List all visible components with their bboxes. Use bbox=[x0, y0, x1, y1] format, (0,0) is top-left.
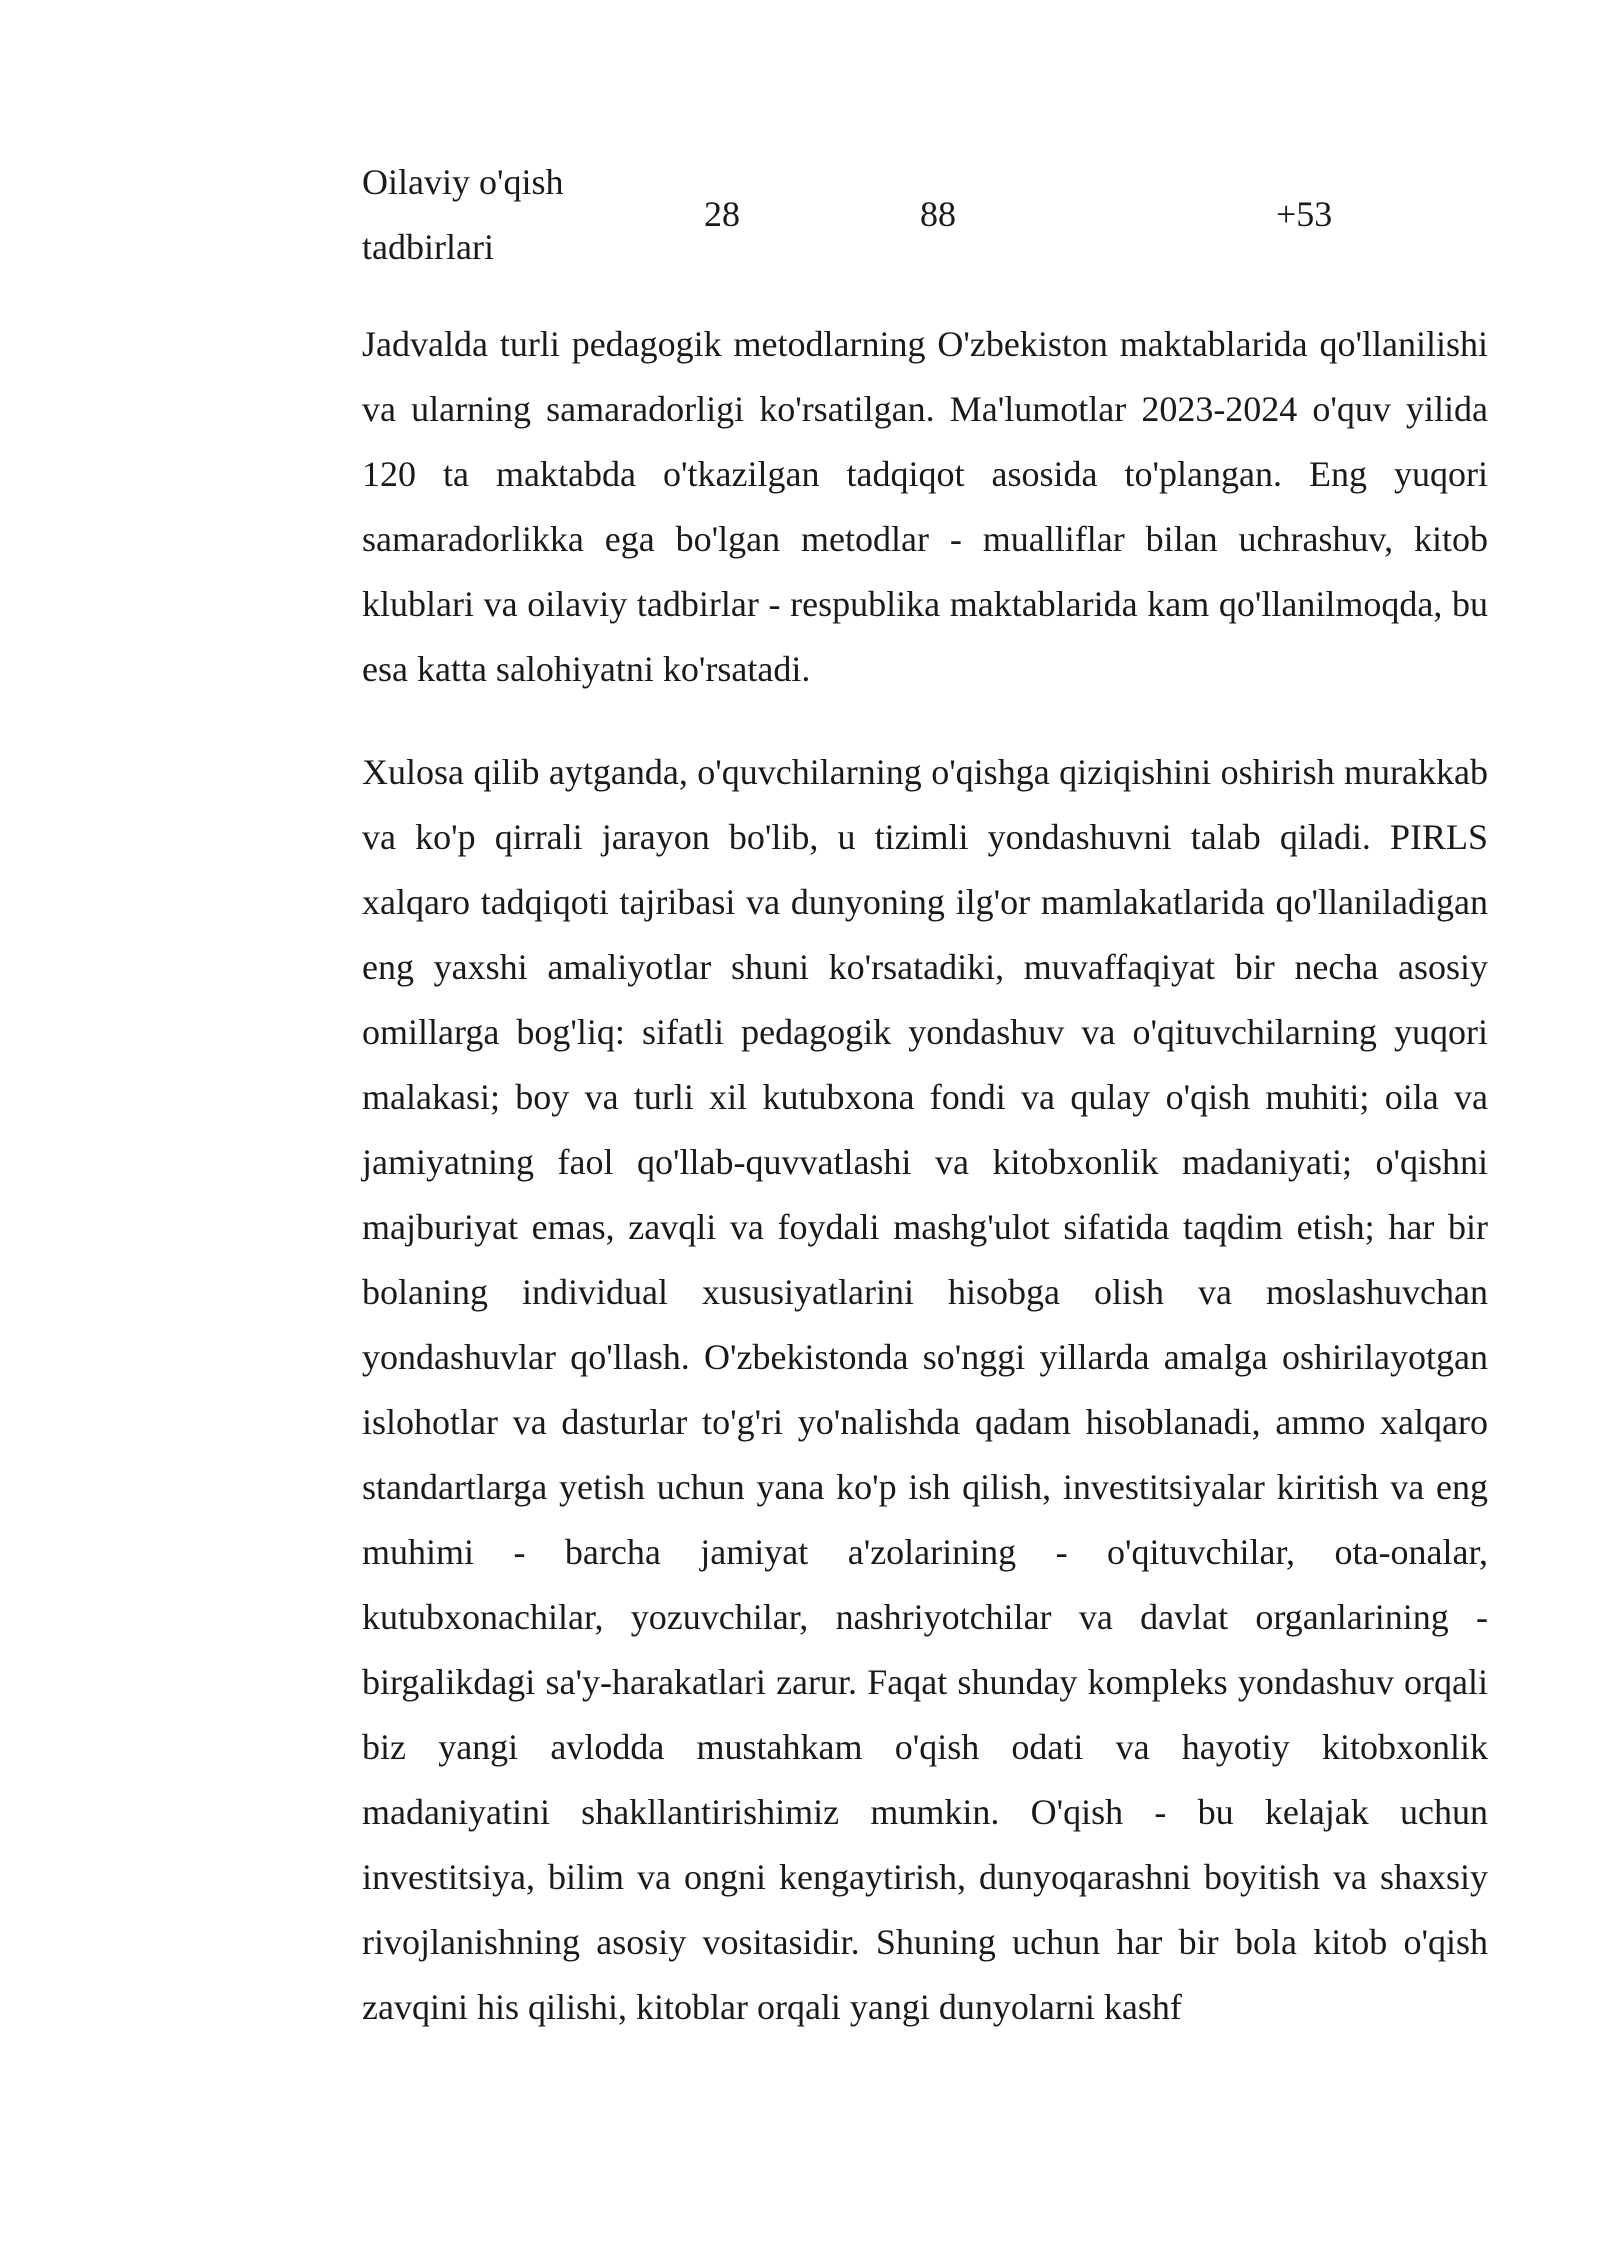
table-row bbox=[362, 150, 1488, 280]
paragraph-conclusion: Xulosa qilib aytganda, o'quvchilarning o'qishga qiziqishini oshirish murakkab va ko'p qirrali jarayon bo'lib, u tizimli yondashuvni talab qiladi. PIRLS xalqaro tadqiqoti tajribasi va dunyoning ilg'or mamlakatlarida qo'llaniladigan eng yaxshi amaliyotlar shuni ko'rsatadiki, muvaffaqiyat bir necha asosiy omillarga bog'liq: sifatli pedagogik yondashuv va o'qituvchilarning yuqori malakasi; boy va turli xil kutubxona fondi va qulay o'qish muhiti; oila va jamiyatning faol qo'llab-quvvatlashi va kitobxonlik madaniyati; o'qishni majburiyat emas, zavqli va foydali mashg'ulot sifatida taqdim etish; har bir bolaning individual xususiyatlarini hisobga olish va moslashuvchan yondashuvlar qo'llash. O'zbekistonda so'nggi yillarda amalga oshirilayotgan islohotlar va dasturlar to'g'ri yo'nalishda qadam hisoblanadi, ammo xalqaro standartlarga yetish uchun yana ko'p ish qilish, investitsiyalar kiritish va eng muhimi - barcha jamiyat a'zolarining - o'qituvchilar, ota-onalar, kutubxonachilar, yozuvchilar, nashriyotchilar va davlat organlarining - birgalikdagi sa'y-harakatlari zarur. Faqat shunday kompleks yondashuv orqali biz yangi avlodda mustahkam o'qish odati va hayotiy kitobxonlik madaniyatini shakllantirishimiz mumkin. O'qish - bu kelajak uchun investitsiya, bilim va ongni kengaytirish, dunyoqarashni boyitish va shaxsiy rivojlanishning asosiy vositasidir. Shuning uchun har bir bola kitob o'qish zavqini his qilishi, kitoblar orqali yangi dunyolarni kashf bbox=[362, 752, 1488, 2027]
table-cell-value-1: 28 bbox=[704, 194, 740, 234]
paragraph-table-description: Jadvalda turli pedagogik metodlarning O'zbekiston maktablarida qo'llanilishi va ularning samaradorligi ko'rsatilgan. Ma'lumotlar 2023-2024 o'quv yilida 120 ta maktabda o'tkazilgan tadqiqot asosida to'plangan. Eng yuqori samaradorlikka ega bo'lgan metodlar - mualliflar bilan uchrashuv, kitob klublari va oilaviy tadbirlar - respublika maktablarida kam qo'llanilmoqda, bu esa katta salohiyatni ko'rsatadi. bbox=[362, 324, 1488, 689]
table-cell-label: Oilaviy o'qish tadbirlari bbox=[362, 162, 564, 267]
table-cell-value-2: 88 bbox=[920, 194, 956, 234]
table-cell-value-3: +53 bbox=[1276, 194, 1333, 234]
